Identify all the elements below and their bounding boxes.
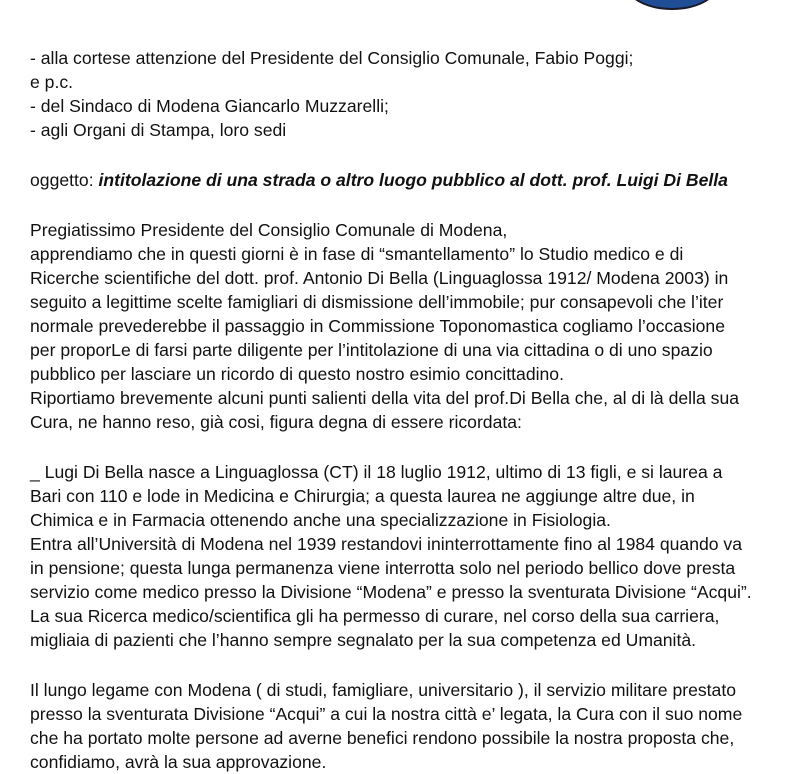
text-line: presso la sventurata Divisione “Acqui” a cui la nostra città e’ legata, la Cura con il suo nome <box>30 704 743 724</box>
paragraph-intro <box>30 218 800 434</box>
subject-label: oggetto: <box>30 170 99 190</box>
text-line: Cura, ne hanno reso, già cosi, figura degna di essere ricordata: <box>30 412 522 432</box>
text-line: Pregiatissimo Presidente del Consiglio Comunale di Modena, <box>30 220 508 240</box>
text-line: Riportiamo brevemente alcuni punti salienti della vita del prof.Di Bella che, al di là della sua <box>30 388 740 408</box>
text-line: confidiamo, avrà la sua approvazione. <box>30 752 327 772</box>
recipient-line: - del Sindaco di Modena Giancarlo Muzzarelli; <box>30 96 389 116</box>
paragraph-conclusion <box>30 678 800 774</box>
paragraph-biography <box>30 460 800 652</box>
recipient-line: e p.c. <box>30 72 74 92</box>
text-line: che ha portato molte persone ad averne benefici rendono possibile la nostra proposta che, <box>30 728 735 748</box>
logo-emblem <box>626 0 718 10</box>
recipient-line: - alla cortese attenzione del Presidente del Consiglio Comunale, Fabio Poggi; <box>30 48 634 68</box>
subject-text: intitolazione di una strada o altro luogo pubblico al dott. prof. Luigi Di Bella <box>98 170 728 190</box>
recipients-block <box>30 46 800 142</box>
text-line: Il lungo legame con Modena ( di studi, famigliare, universitario ), il servizio militare prestato <box>30 680 737 700</box>
text-line: migliaia di pazienti che l’hanno sempre segnalato per la sua competenza ed Umanità. <box>30 630 697 650</box>
text-line: La sua Ricerca medico/scientifica gli ha permesso di curare, nel corso della sua carriera, <box>30 606 720 626</box>
text-line: Bari con 110 e lode in Medicina e Chirurgia; a questa laurea ne aggiunge altre due, in <box>30 486 695 506</box>
text-line: Entra all’Università di Modena nel 1939 restandovi ininterrottamente fino al 1984 quando va <box>30 534 743 554</box>
text-line: pubblico per lasciare un ricordo di questo nostro esimio concittadino. <box>30 364 564 384</box>
letter-body <box>30 46 800 774</box>
text-line: servizio come medico presso la Divisione “Modena” e presso la sventurata Divisione “Acqui”. <box>30 582 752 602</box>
text-line: seguito a legittime scelte famigliari di dismissione dell’immobile; pur consapevoli che l’iter <box>30 292 724 312</box>
text-line: per proporLe di farsi parte diligente per l’intitolazione di una via cittadina o di uno spazio <box>30 340 713 360</box>
text-line: Ricerche scientifiche del dott. prof. Antonio Di Bella (Linguaglossa 1912/ Modena 2003) in <box>30 268 729 288</box>
recipient-line: - agli Organi di Stampa, loro sedi <box>30 120 287 140</box>
text-line: in pensione; questa lunga permanenza viene interrotta solo nel periodo bellico dove presta <box>30 558 736 578</box>
text-line: normale prevederebbe il passaggio in Commissione Toponomastica cogliamo l’occasione <box>30 316 726 336</box>
text-line: Chimica e in Farmacia ottenendo anche una specializzazione in Fisiologia. <box>30 510 611 530</box>
text-line: apprendiamo che in questi giorni è in fase di “smantellamento” lo Studio medico e di <box>30 244 684 264</box>
text-line: _ Lugi Di Bella nasce a Linguaglossa (CT) il 18 luglio 1912, ultimo di 13 figli, e si laurea a <box>30 462 723 482</box>
subject-line <box>30 168 800 192</box>
